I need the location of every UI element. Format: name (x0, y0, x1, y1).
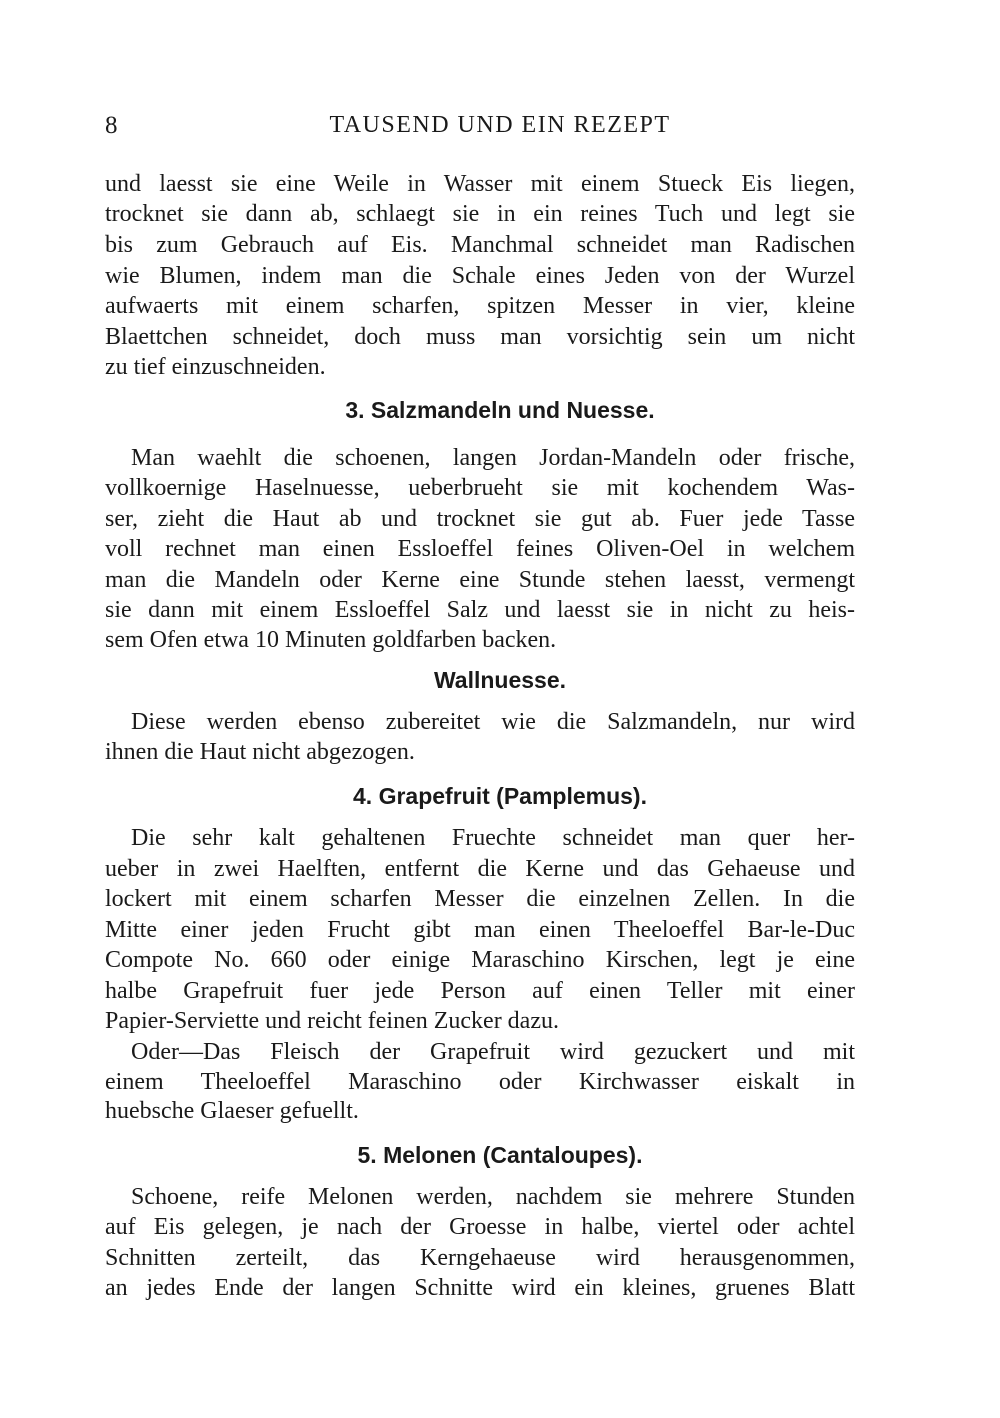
text-line: aufwaerts mit einem scharfen, spitzen Messer in vier, kleine (105, 293, 855, 319)
text-line: zu tief einzuschneiden. (105, 354, 326, 380)
text-line: sie dann mit einem Essloeffel Salz und laesst sie in nicht zu heis- (105, 597, 855, 623)
text-line: trocknet sie dann ab, schlaegt sie in ein reines Tuch und legt sie (105, 201, 855, 227)
text-line: ihnen die Haut nicht abgezogen. (105, 739, 415, 765)
text-line: einem Theeloeffel Maraschino oder Kirchwasser eiskalt in (105, 1069, 855, 1095)
running-title: TAUSEND UND EIN REZEPT (329, 112, 671, 138)
text-line: man die Mandeln oder Kerne eine Stunde stehen laesst, vermengt (105, 567, 855, 593)
text-line: vollkoernige Haselnuesse, ueberbrueht sie mit kochendem Was- (105, 475, 855, 501)
text-line: voll rechnet man einen Essloeffel feines Oliven-Oel in welchem (105, 536, 855, 562)
text-line: an jedes Ende der langen Schnitte wird ein kleines, gruenes Blatt (105, 1275, 855, 1301)
text-line: Papier-Serviette und reicht feinen Zucker dazu. (105, 1008, 559, 1034)
text-line: auf Eis gelegen, je nach der Groesse in halbe, viertel oder achtel (105, 1214, 855, 1240)
text-line: Diese werden ebenso zubereitet wie die Salzmandeln, nur wird (131, 709, 855, 735)
text-line: Compote No. 660 oder einige Maraschino Kirschen, legt je eine (105, 947, 855, 973)
text-line: ser, zieht die Haut ab und trocknet sie gut ab. Fuer jede Tasse (105, 506, 855, 532)
text-line: bis zum Gebrauch auf Eis. Manchmal schneidet man Radischen (105, 232, 855, 258)
text-line: und laesst sie eine Weile in Wasser mit einem Stueck Eis liegen, (105, 171, 855, 197)
text-line: ueber in zwei Haelften, entfernt die Kerne und das Gehaeuse und (105, 856, 855, 882)
section-heading-5: 5. Melonen (Cantaloupes). (357, 1142, 643, 1168)
text-line: sem Ofen etwa 10 Minuten goldfarben backen. (105, 627, 557, 653)
section-heading-4: 4. Grapefruit (Pamplemus). (353, 783, 647, 809)
text-line: lockert mit einem scharfen Messer die einzelnen Zellen. In die (105, 886, 855, 912)
text-line: Man waehlt die schoenen, langen Jordan-Mandeln oder frische, (131, 445, 855, 471)
text-line: halbe Grapefruit fuer jede Person auf einen Teller mit einer (105, 978, 855, 1004)
text-line: Die sehr kalt gehaltenen Fruechte schneidet man quer her- (131, 825, 855, 851)
text-line: wie Blumen, indem man die Schale eines Jeden von der Wurzel (105, 263, 855, 289)
text-line: Oder—Das Fleisch der Grapefruit wird gezuckert und mit (131, 1039, 855, 1065)
text-line: Blaettchen schneidet, doch muss man vorsichtig sein um nicht (105, 324, 855, 350)
section-heading-wallnuesse: Wallnuesse. (433, 667, 567, 693)
text-line: huebsche Glaeser gefuellt. (105, 1098, 359, 1124)
text-line: Schoene, reife Melonen werden, nachdem sie mehrere Stunden (131, 1184, 855, 1210)
text-line: Mitte einer jeden Frucht gibt man einen Theeloeffel Bar-le-Duc (105, 917, 855, 943)
section-heading-3: 3. Salzmandeln und Nuesse. (345, 397, 655, 423)
page-number: 8 (105, 112, 118, 139)
text-line: Schnitten zerteilt, das Kerngehaeuse wird herausgenommen, (105, 1245, 855, 1271)
